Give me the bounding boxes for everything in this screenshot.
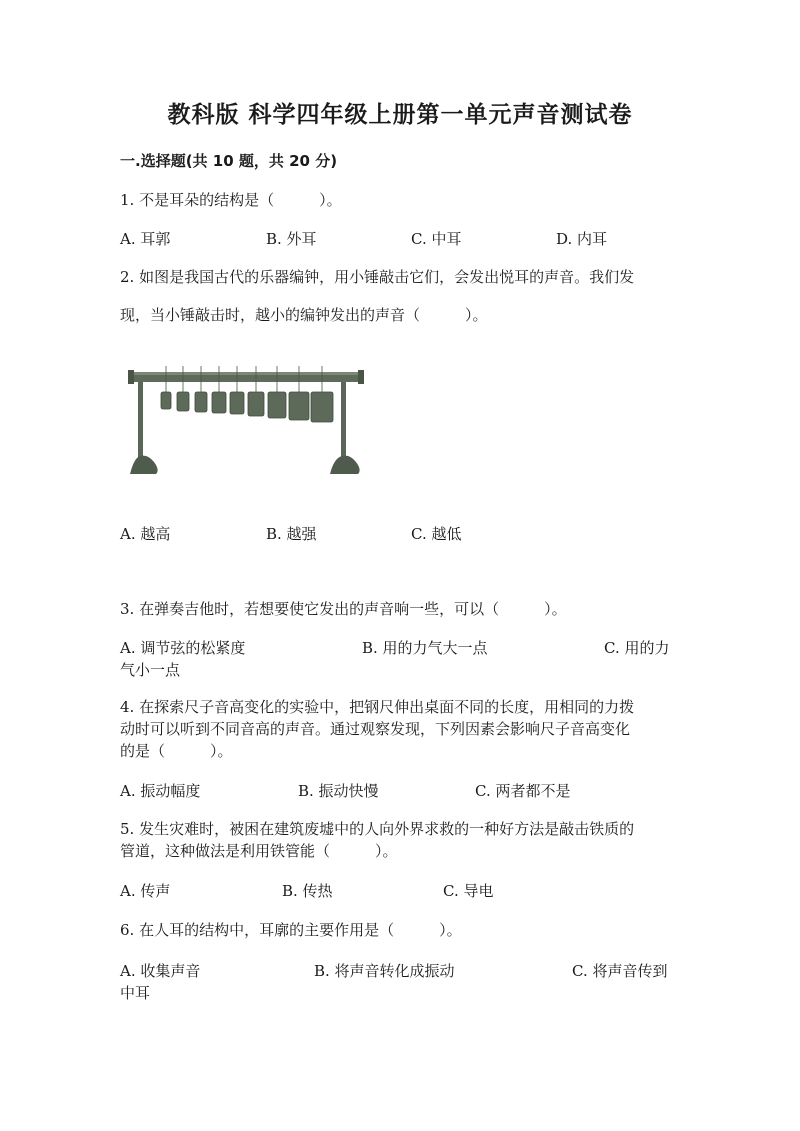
question-1-option-d[interactable]: D. 内耳 [556, 230, 608, 248]
question-4-stem-line-3: 的是（ ）。 [120, 742, 233, 760]
question-4-option-b[interactable]: B. 振动快慢 [298, 782, 379, 800]
question-1-stem: 1. 不是耳朵的结构是（ ）。 [120, 191, 342, 209]
question-2-stem-line-2: 现，当小锤敲击时，越小的编钟发出的声音（ ）。 [120, 306, 488, 324]
question-2-stem-line-1: 2. 如图是我国古代的乐器编钟，用小锤敲击它们，会发出悦耳的声音。我们发 [120, 268, 635, 286]
bianzhong-bells-image [128, 362, 368, 478]
question-6-stem: 6. 在人耳的结构中，耳廓的主要作用是（ ）。 [120, 921, 462, 939]
question-4-stem-line-2: 动时可以听到不同音高的声音。通过观察发现，下列因素会影响尺子音高变化 [120, 720, 631, 738]
question-5-option-b[interactable]: B. 传热 [282, 882, 333, 900]
question-1-option-a[interactable]: A. 耳郭 [120, 230, 171, 248]
question-6-option-c-continued: 中耳 [120, 984, 151, 1002]
question-3-option-a[interactable]: A. 调节弦的松紧度 [120, 639, 246, 657]
question-6-option-b[interactable]: B. 将声音转化成振动 [314, 962, 455, 980]
question-2-option-c[interactable]: C. 越低 [411, 525, 462, 543]
question-1-option-c[interactable]: C. 中耳 [411, 230, 462, 248]
question-6-option-a[interactable]: A. 收集声音 [120, 962, 201, 980]
question-5-stem-line-1: 5. 发生灾难时，被困在建筑废墟中的人向外界求救的一种好方法是敲击铁质的 [120, 820, 635, 838]
question-2-option-a[interactable]: A. 越高 [120, 525, 171, 543]
question-3-option-c[interactable]: C. 用的力 [604, 639, 670, 657]
question-5-option-c[interactable]: C. 导电 [443, 882, 494, 900]
question-4-option-a[interactable]: A. 振动幅度 [120, 782, 201, 800]
question-4-stem-line-1: 4. 在探索尺子音高变化的实验中，把钢尺伸出桌面不同的长度，用相同的力拨 [120, 698, 635, 716]
question-5-option-a[interactable]: A. 传声 [120, 882, 171, 900]
question-3-option-c-continued: 气小一点 [120, 661, 181, 679]
page-title: 教科版 科学四年级上册第一单元声音测试卷 [167, 102, 633, 128]
question-4-option-c[interactable]: C. 两者都不是 [475, 782, 571, 800]
question-3-option-b[interactable]: B. 用的力气大一点 [362, 639, 488, 657]
question-2-option-b[interactable]: B. 越强 [266, 525, 317, 543]
question-5-stem-line-2: 管道，这种做法是利用铁管能（ ）。 [120, 842, 398, 860]
section-heading: 一.选择题(共 10 题，共 20 分) [120, 152, 338, 170]
question-6-option-c[interactable]: C. 将声音传到 [572, 962, 668, 980]
question-1-option-b[interactable]: B. 外耳 [266, 230, 317, 248]
question-3-stem: 3. 在弹奏吉他时，若想要使它发出的声音响一些，可以（ ）。 [120, 600, 567, 618]
